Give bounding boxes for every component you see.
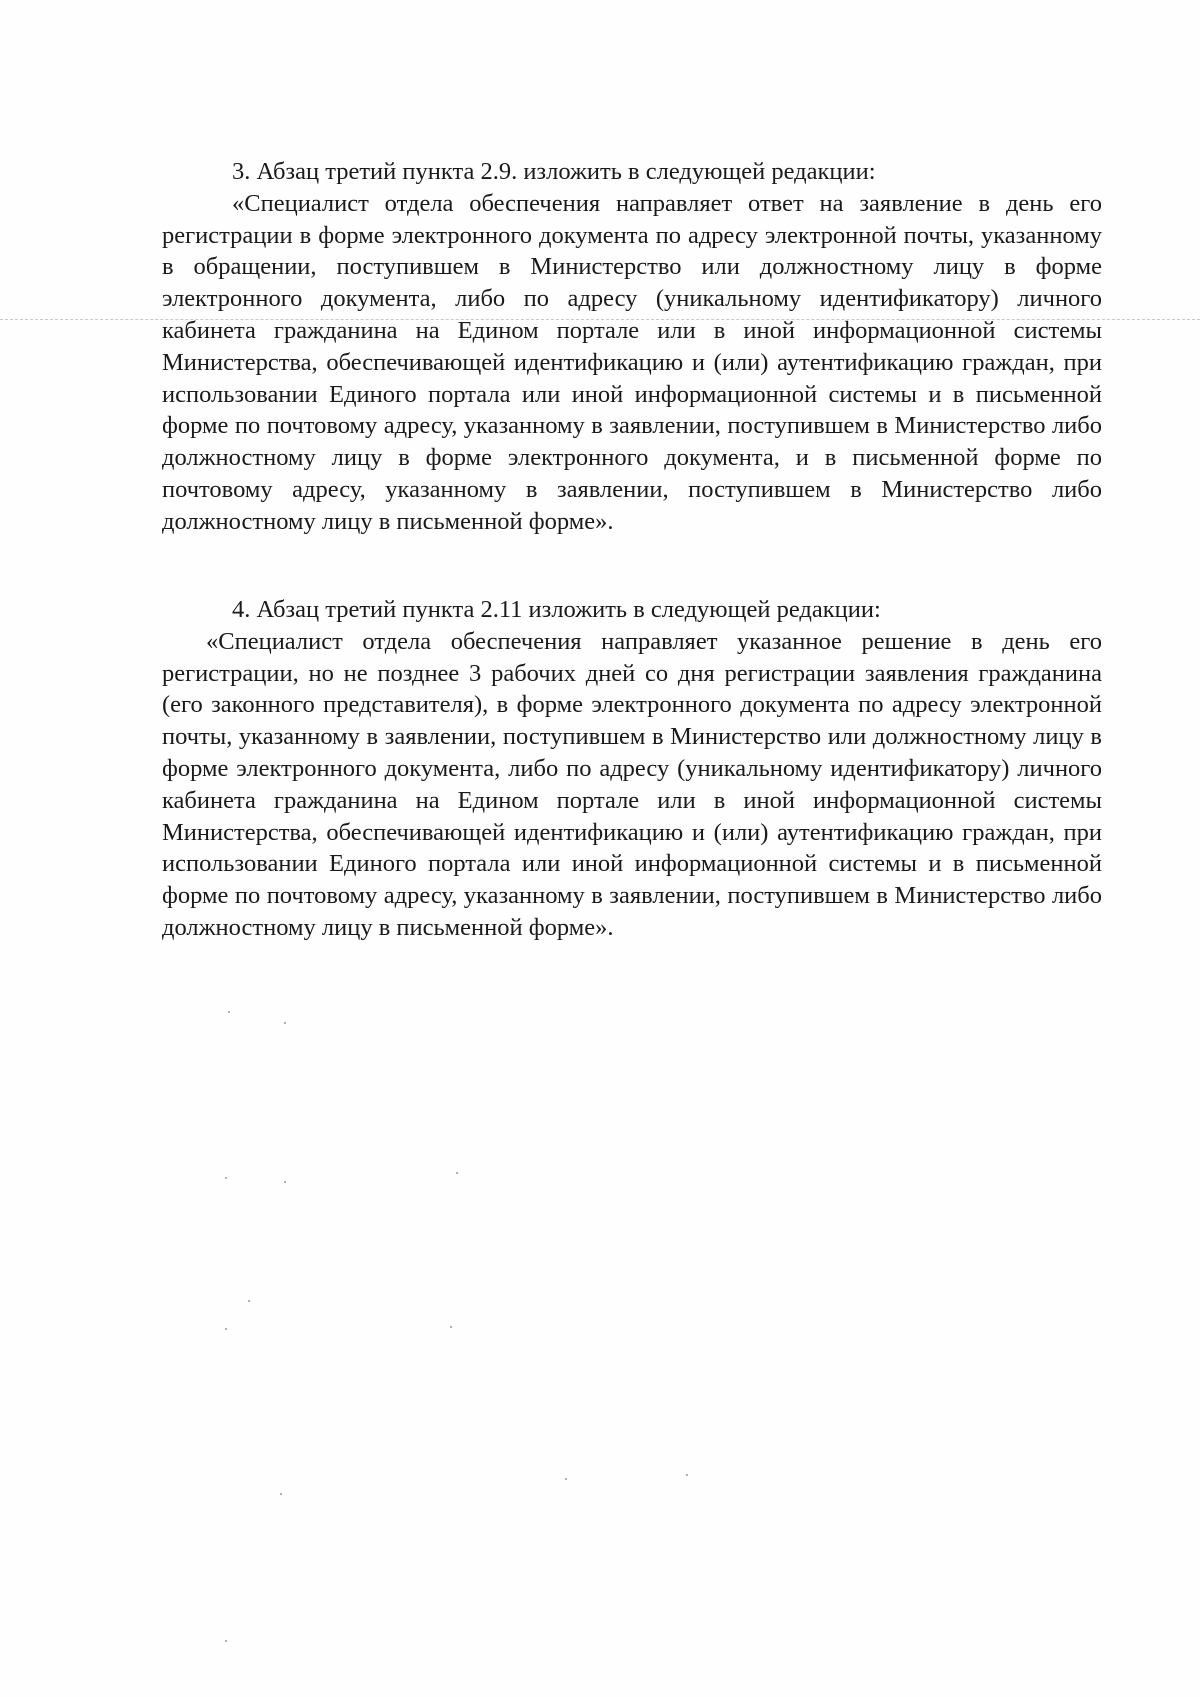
scan-speck (456, 1172, 458, 1174)
scan-speck (225, 1177, 227, 1179)
scan-speck (450, 1326, 452, 1328)
amendment-text: «Специалист отдела обеспечения направляет указанное решение в день его регистрации, но не позднее 3 рабочих дней со дня регистрации заявления гражданина (его законного представителя), в форме электронного документа по адресу электронной почты, указанному в заявлении, поступившем в Министерство или должностному лицу в форме электронного документа, либо по адресу (уникальному идентификатору) личного кабинета гражданина на Едином портале или в иной информационной системы Министерства, обеспечивающей идентификацию и (или) аутентификацию граждан, при использовании Единого портала или иной информационной системы и в письменной форме по почтовому адресу, указанному в заявлении, поступившем в Министерство либо должностному лицу в письменной форме». (162, 627, 1102, 941)
scan-speck (225, 1640, 227, 1642)
scan-speck (248, 1300, 250, 1302)
amendment-item-4 (162, 594, 1102, 944)
scan-speck (225, 1328, 227, 1330)
scan-speck (565, 1478, 567, 1480)
amendment-heading: 3. Абзац третий пункта 2.9. изложить в следующей редакции: (232, 158, 876, 185)
scan-speck (228, 1011, 230, 1013)
amendment-heading: 4. Абзац третий пункта 2.11 изложить в следующей редакции: (232, 596, 881, 623)
scan-speck (284, 1181, 286, 1183)
amendment-item-3 (162, 156, 1102, 538)
scan-speck (280, 1493, 282, 1495)
scan-speck (686, 1474, 688, 1476)
scan-speck (284, 1022, 286, 1024)
amendment-text: «Специалист отдела обеспечения направляет ответ на заявление в день его регистрации в форме электронного документа по адресу электронной почты, указанному в обращении, поступившем в Министерство или должностному лицу в форме электронного документа, либо по адресу (уникальному идентификатору) личного кабинета гражданина на Едином портале или в иной информационной системы Министерства, обеспечивающей идентификацию и (или) аутентификацию граждан, при использовании Единого портала или иной информационной системы и в письменной форме по почтовому адресу, указанному в заявлении, поступившем в Министерство либо должностному лицу в форме электронного документа, и в письменной форме по почтовому адресу, указанному в заявлении, поступившем в Министерство либо должностному лицу в письменной форме». (162, 189, 1102, 535)
